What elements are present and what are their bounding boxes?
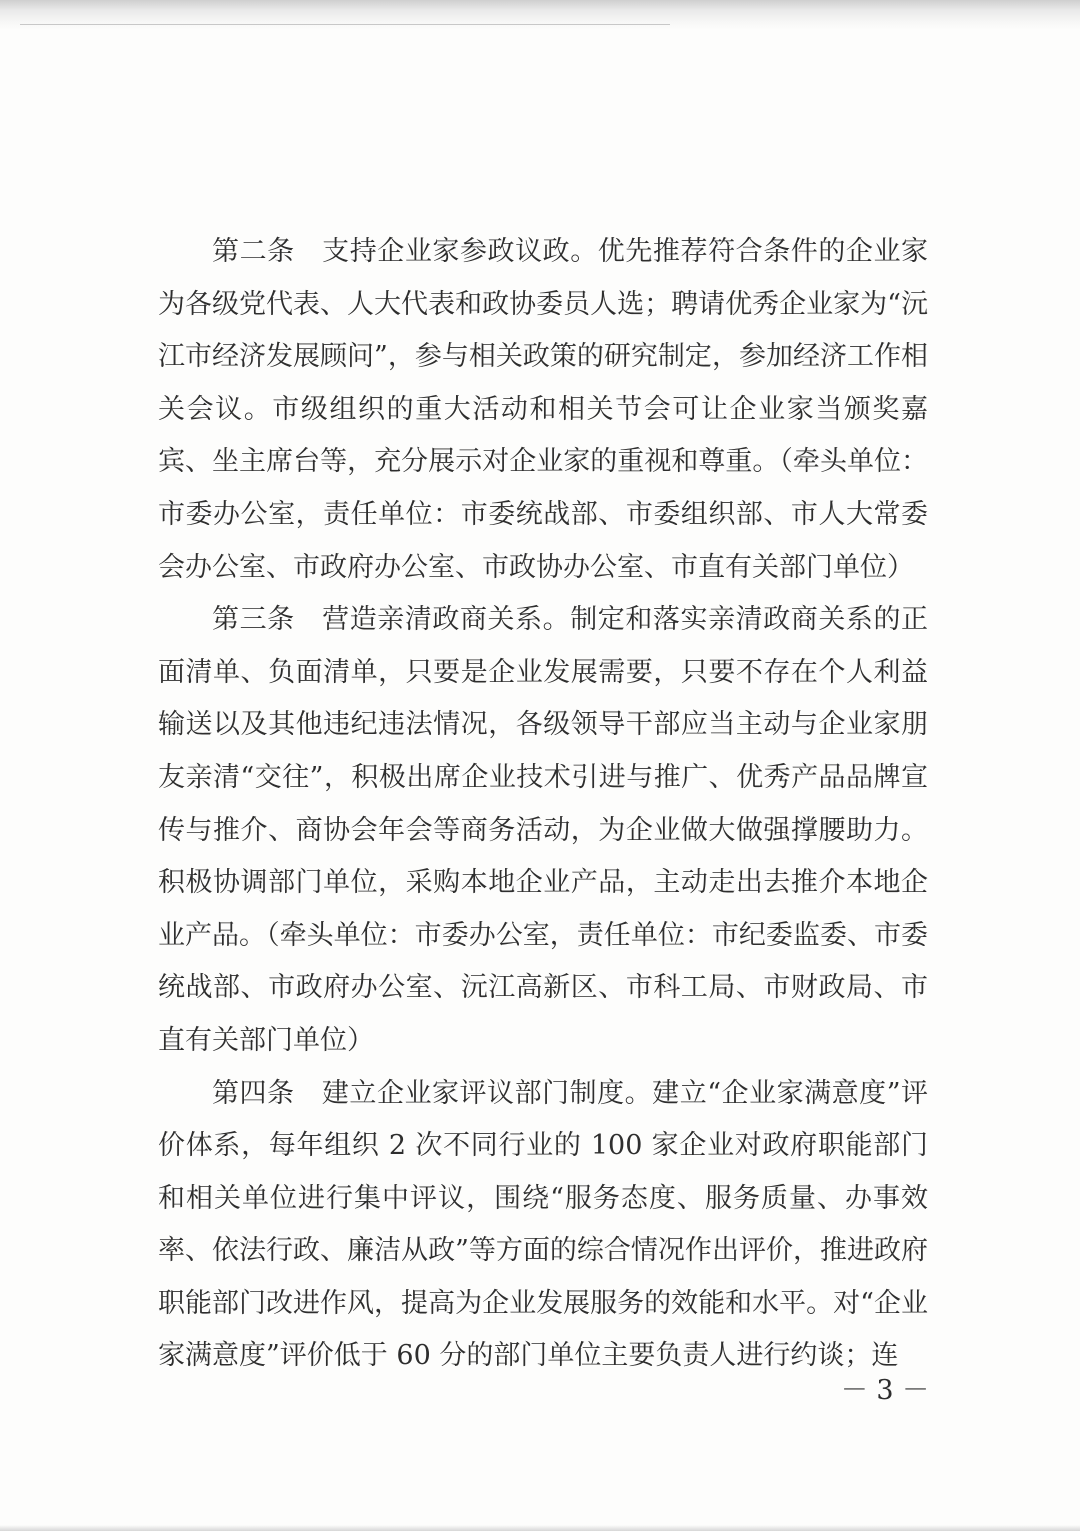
scan-top-edge xyxy=(0,0,1080,30)
clause-2-text: 支持企业家参政议政。优先推荐符合条件的企业家为各级党代表、人大代表和政协委员人选；聘请优秀企业家为“沅江市经济发展顾问”，参与相关政策的研究制定，参加经济工作相关会议。市级组织的重大活动和相关节会可让企业家当颁奖嘉宾、坐主席台等，充分展示对企业家的重视和尊重。（牵头单位：市委办公室，责任单位：市委统战部、市委组织部、市人大常委会办公室、市政府办公室、市政协办公室、市直有关部门单位） xyxy=(158,236,929,583)
clause-4-text: 建立企业家评议部门制度。建立“企业家满意度”评价体系，每年组织 2 次不同行业的 100 家企业对政府职能部门和相关单位进行集中评议，围绕“服务态度、服务质量、办事效率、依法行政、廉洁从政”等方面的综合情况作出评价，推进政府职能部门改进作风，提高为企业发展服务的效能和水平。对“企业家满意度”评价低于 60 分的部门单位主要负责人进行约谈；连 xyxy=(158,1077,929,1372)
clause-4 xyxy=(158,1068,928,1384)
page-number: － 3 － xyxy=(840,1375,930,1406)
document-body xyxy=(158,226,928,1383)
clause-3 xyxy=(158,594,928,1067)
clause-3-label: 第三条 xyxy=(212,604,295,636)
scan-bottom-edge xyxy=(0,1525,1080,1531)
clause-2-label: 第二条 xyxy=(212,236,295,267)
clause-4-label: 第四条 xyxy=(212,1077,295,1109)
scan-top-line xyxy=(20,24,670,25)
clause-2 xyxy=(158,226,928,594)
clause-3-text: 营造亲清政商关系。制定和落实亲清政商关系的正面清单、负面清单，只要是企业发展需要，只要不存在个人利益输送以及其他违纪违法情况，各级领导干部应当主动与企业家朋友亲清“交往”，积极出席企业技术引进与推广、优秀产品品牌宣传与推介、商协会年会等商务活动，为企业做大做强撑腰助力。积极协调部门单位，采购本地企业产品，主动走出去推介本地企业产品。（牵头单位：市委办公室，责任单位：市纪委监委、市委统战部、市政府办公室、沅江高新区、市科工局、市财政局、市直有关部门单位） xyxy=(158,604,929,1056)
